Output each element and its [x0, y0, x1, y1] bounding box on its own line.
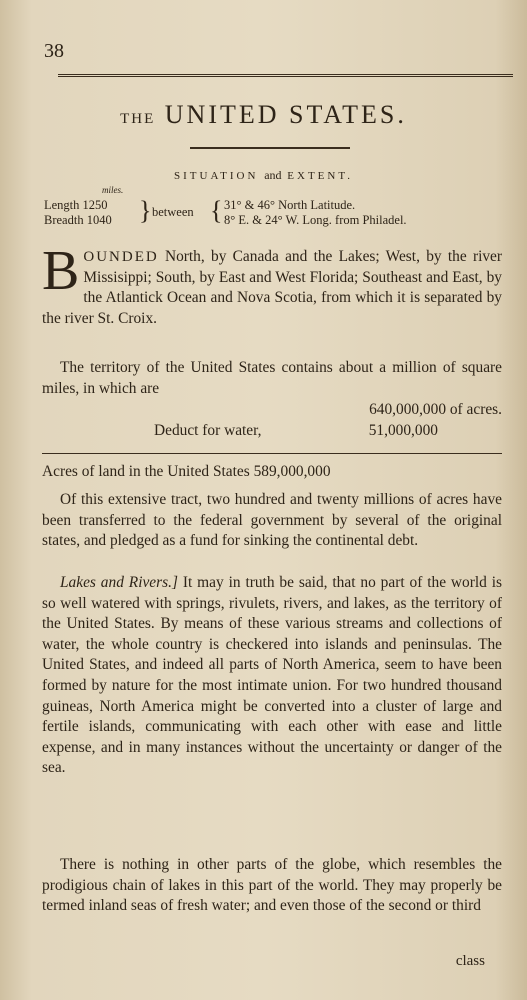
header-rule [58, 74, 513, 77]
section-heading-right: EXTENT. [287, 170, 353, 182]
longitude-row: 8° E. & 24° W. Long. from Philadel. [224, 213, 407, 227]
paragraph-extensive-tract: Of this extensive tract, two hundred and twenty millions of acres have been transferred to the federal government by several of the original states, and pledged as a fund for sinking the continental debt. [42, 491, 502, 550]
miles-label: miles. [102, 185, 124, 195]
breadth-row: Breadth 1040 [44, 213, 112, 227]
acres-total: 640,000,000 of acres. [369, 401, 502, 418]
drop-cap: B [42, 240, 80, 302]
section-heading-and: and [264, 168, 282, 182]
section-heading-left: SITUATION [174, 170, 259, 182]
lakes-rivers-text: It may in truth be said, that no part of the world is so well watered with springs, rivulets, rivers, and lakes, as the territory of the United States. By means of these various streams and collections of water, the whole country is checkered into islands and peninsulas. The United States, and indeed all parts of North America, seem to have been formed by nature for the most intimate union. For two hundred thousand guineas, North America might be converted into a cluster of large and fertile islands, communicating with each other with ease and little expense, and in many instances without the uncertainty or danger of the sea. [42, 574, 503, 777]
paragraph-bounded [42, 240, 502, 329]
brace-left: } [139, 196, 152, 225]
running-title-the: THE [120, 111, 156, 127]
sum-rule [42, 453, 502, 454]
running-title-main: UNITED STATES. [164, 100, 407, 129]
running-title [0, 100, 527, 130]
title-rule [190, 147, 350, 149]
catchword: class [455, 953, 485, 969]
between-label: between [152, 205, 194, 219]
lakes-rivers-heading: Lakes and Rivers.] [60, 574, 178, 591]
dimensions-column [44, 198, 112, 228]
opening-smallcaps: OUNDED [83, 249, 159, 265]
latitude-row: 31° & 46° North Latitude. [224, 198, 356, 212]
paragraph-territory: The territory of the United States contains about a million of square miles, in which are [42, 359, 502, 397]
deduct-value: 51,000,000 [368, 422, 438, 439]
length-row: Length 1250 [44, 198, 108, 212]
deduct-label: Deduct for water, [154, 422, 262, 439]
acres-land: Acres of land in the United States 589,000,000 [42, 463, 331, 480]
brace-right: { [210, 196, 223, 225]
paragraph-lakes-rivers [42, 573, 502, 779]
coordinates-column [224, 198, 407, 228]
paragraph-bounded-text: North, by Canada and the Lakes; West, by the river Missisippi; South, by East and West Florida; Southeast and East, by the Atlantick Ocean and Nova Scotia, from which it is separated by the river St. Croix. [42, 248, 502, 327]
page-number: 38 [44, 40, 64, 62]
section-heading [0, 168, 527, 183]
paragraph-chain-of-lakes: There is nothing in other parts of the globe, which resembles the prodigious chain of lakes in this part of the world. They may properly be termed inland seas of fresh water; and even those of the second or third [42, 856, 502, 915]
